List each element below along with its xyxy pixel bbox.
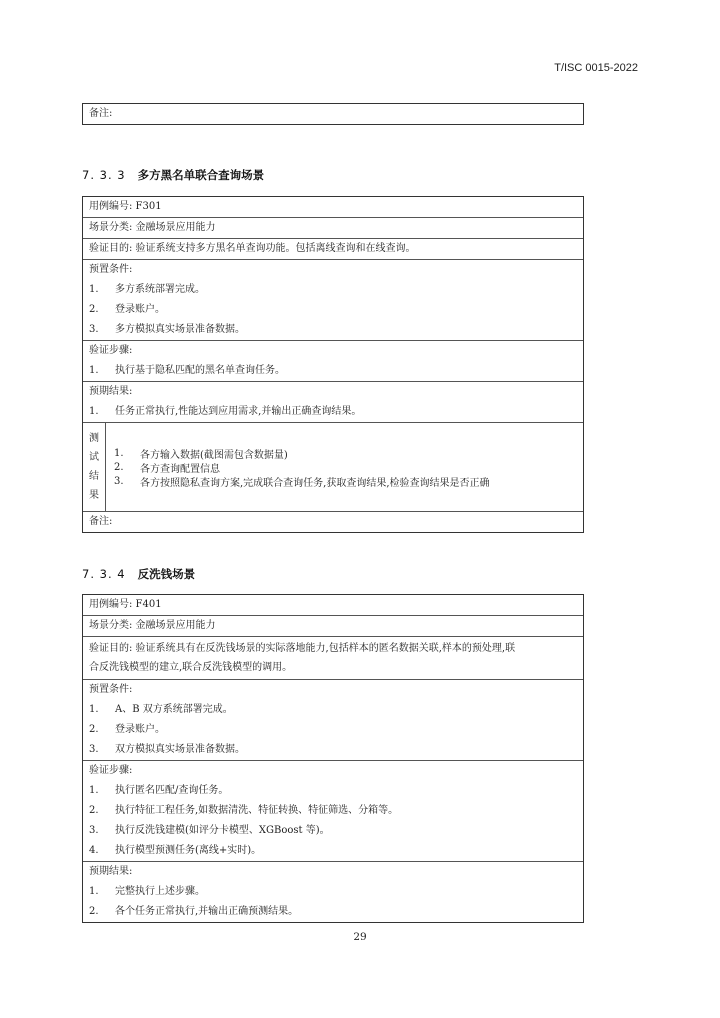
test-result-items [106,423,583,511]
section-title: 反洗钱场景 [137,567,196,581]
section-heading-734 [82,566,195,582]
list-item [89,902,577,922]
block-label: 预期结果: [89,386,133,397]
list-item [89,882,577,902]
test-case-table-f301 [82,196,584,533]
item-number: 4. [89,845,99,856]
category-row: 场景分类: 金融场景应用能力 [83,217,583,238]
item-text: 登录账户。 [115,724,165,735]
note-row: 备注: [89,108,113,119]
expected-block [83,861,583,922]
label-char: 试 [89,452,99,463]
purpose-row: 验证目的: 验证系统支持多方黑名单查询功能。包括离线查询和在线查询。 [83,238,583,259]
list-item [89,821,577,841]
section-heading-733 [82,167,264,183]
purpose-row [83,636,583,679]
item-number: 2. [89,906,99,917]
case-id-row: 用例编号: F301 [89,201,162,212]
list-item [89,320,577,340]
item-number: 2. [89,724,99,735]
item-text: 执行反洗钱建模(如评分卡模型、XGBoost 等)。 [115,825,330,836]
item-number: 1. [89,284,99,295]
item-text: 各方输入数据(截图需包含数据量) [140,449,288,461]
item-text: 任务正常执行,性能达到应用需求,并输出正确查询结果。 [115,406,362,417]
item-text: 登录账户。 [115,304,165,315]
section-title: 多方黑名单联合查询场景 [137,168,265,182]
item-text: 执行模型预测任务(离线+实时)。 [115,845,262,856]
item-number: 3. [89,825,99,836]
item-number: 1. [114,447,124,459]
list-item [89,801,577,821]
item-number: 3. [89,744,99,755]
section-number: 7. 3. 3 [82,168,126,182]
prev-table-note [82,103,584,125]
item-number: 1. [89,406,99,417]
list-item [114,446,583,460]
list-item [89,402,577,422]
list-item [89,361,577,381]
standard-id: T/ISC 0015-2022 [554,62,638,74]
test-result-block [83,422,583,511]
item-text: A、B 双方系统部署完成。 [115,704,233,715]
test-result-label [83,423,106,511]
item-number: 1. [89,785,99,796]
item-number: 2. [114,461,124,473]
label-char: 果 [89,490,99,501]
preconditions-block [83,679,583,760]
block-label: 验证步骤: [89,345,133,356]
item-text: 执行特征工程任务,如数据清洗、特征转换、特征筛选、分箱等。 [115,805,399,816]
item-text: 完整执行上述步骤。 [115,886,205,897]
block-label: 预置条件: [89,264,133,275]
category-row: 场景分类: 金融场景应用能力 [83,615,583,636]
item-text: 各个任务正常执行,并输出正确预测结果。 [115,906,299,917]
item-number: 2. [89,304,99,315]
list-item [89,781,577,801]
item-text: 执行匿名匹配/查询任务。 [115,785,229,796]
steps-block [83,340,583,381]
note-row: 备注: [83,511,583,532]
list-item [114,460,583,474]
item-text: 多方模拟真实场景准备数据。 [115,324,245,335]
steps-block [83,760,583,861]
purpose-line: 验证目的: 验证系统具有在反洗钱场景的实际落地能力,包括样本的匿名数据关联,样本的预处理,联 [89,643,516,654]
label-char: 结 [89,471,99,482]
purpose-line: 合反洗钱模型的建立,联合反洗钱模型的调用。 [89,662,293,673]
expected-block [83,381,583,422]
item-text: 各方查询配置信息 [140,463,220,475]
list-item [89,720,577,740]
item-number: 1. [89,886,99,897]
item-text: 各方按照隐私查询方案,完成联合查询任务,获取查询结果,检验查询结果是否正确 [140,477,490,489]
list-item [89,280,577,300]
item-number: 2. [89,805,99,816]
item-number: 1. [89,365,99,376]
item-number: 3. [89,324,99,335]
section-number: 7. 3. 4 [82,567,126,581]
page-number: 29 [353,931,367,943]
preconditions-block [83,259,583,340]
label-char: 测 [89,433,99,444]
item-text: 执行基于隐私匹配的黑名单查询任务。 [115,365,285,376]
item-number: 3. [114,475,124,487]
list-item [89,700,577,720]
case-id-row: 用例编号: F401 [89,599,162,610]
item-text: 双方模拟真实场景准备数据。 [115,744,245,755]
list-item [89,300,577,320]
list-item [89,740,577,760]
list-item [114,474,583,488]
item-number: 1. [89,704,99,715]
list-item [89,841,577,861]
block-label: 验证步骤: [89,765,133,776]
item-text: 多方系统部署完成。 [115,284,205,295]
test-case-table-f401 [82,594,584,923]
block-label: 预期结果: [89,866,133,877]
block-label: 预置条件: [89,684,133,695]
